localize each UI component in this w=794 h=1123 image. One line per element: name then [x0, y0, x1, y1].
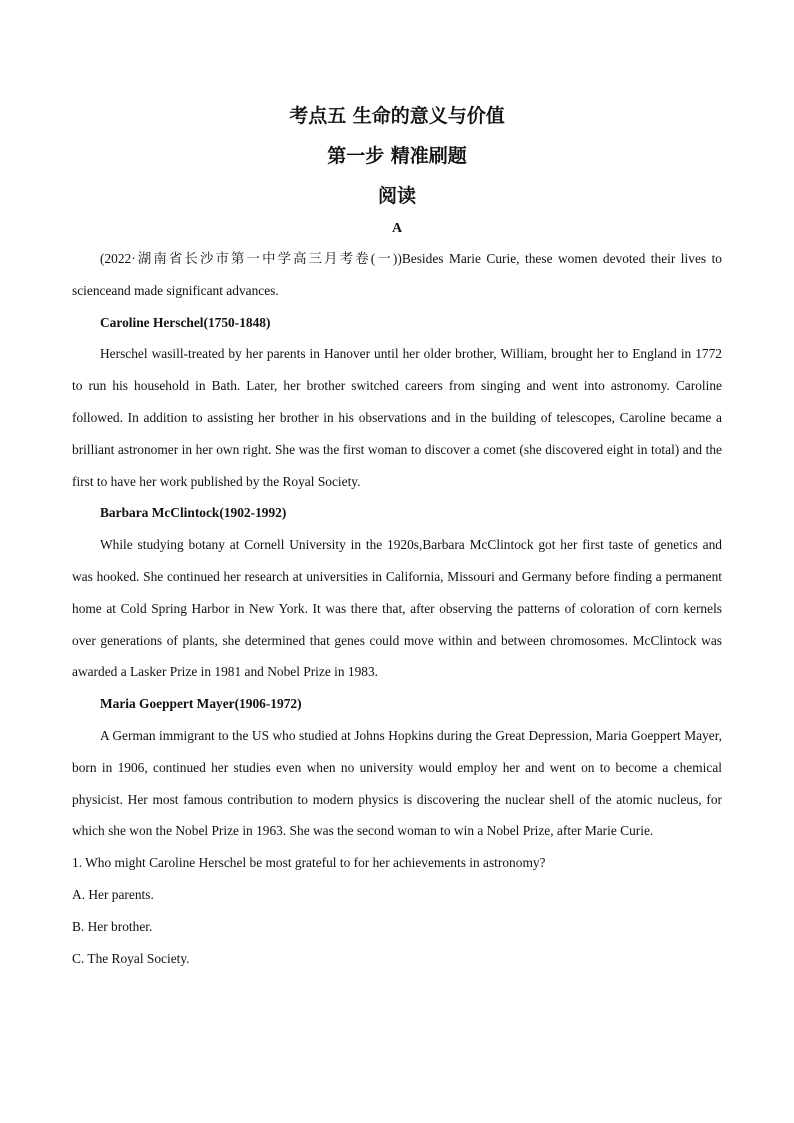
- question-option-a: A. Her parents.: [72, 886, 154, 902]
- person-heading-mayer: Maria Goeppert Mayer(1906-1972): [100, 696, 302, 712]
- question-stem: 1. Who might Caroline Herschel be most grateful to for her achievements in astronomy?: [72, 855, 546, 871]
- document-page: [72, 100, 722, 974]
- question-option-c: C. The Royal Society.: [72, 950, 190, 966]
- passage-label: A: [391, 221, 403, 236]
- person-text-mcclintock: While studying botany at Cornell University in the 1920s,Barbara McClintock got her first taste of genetics and was hooked. She continued her research at universities in California, Missouri and Germany before finding a permanent home at Cold Spring Harbor in New York. It was there that, after observing the patterns of coloration of corn kernels over generations of plants, she determined that genes could move within and between chromosomes. McClintock was awarded a Lasker Prize in 1981 and Nobel Prize in 1983.: [72, 537, 722, 680]
- section-title: 阅读: [377, 185, 416, 207]
- person-heading-mcclintock: Barbara McClintock(1902-1992): [100, 505, 287, 521]
- question-block: [72, 847, 722, 974]
- question-option-b: B. Her brother.: [72, 918, 153, 934]
- person-text-herschel: Herschel wasill-treated by her parents in Hanover until her older brother, William, brought her to England in 1772 to run his household in Bath. Later, her brother switched careers from singing and went into astronomy. Caroline followed. In addition to assisting her brother in his observations and in the building of telescopes, Caroline became a brilliant astronomer in her own right. She was the first woman to discover a comet (she discovered eight in total) and the first to have her work published by the Royal Society.: [72, 346, 722, 489]
- person-text-mayer: A German immigrant to the US who studied at Johns Hopkins during the Great Depression, Maria Goeppert Mayer, born in 1906, continued her studies even when no university would employ her and went on to become a chemical physicist. Her most famous contribution to modern physics is discovering the nuclear shell of the atomic nucleus, for which she won the Nobel Prize in 1963. She was the second woman to win a Nobel Prize, after Marie Curie.: [72, 727, 722, 839]
- topic-title: 考点五 生命的意义与价值: [289, 105, 505, 127]
- step-title: 第一步 精准刷题: [327, 145, 467, 167]
- person-heading-herschel: Caroline Herschel(1750-1848): [100, 314, 271, 330]
- passage-intro: (2022·湖南省长沙市第一中学高三月考卷(一))Besides Marie Curie, these women devoted their lives to scienceand made significant advances.: [72, 251, 722, 298]
